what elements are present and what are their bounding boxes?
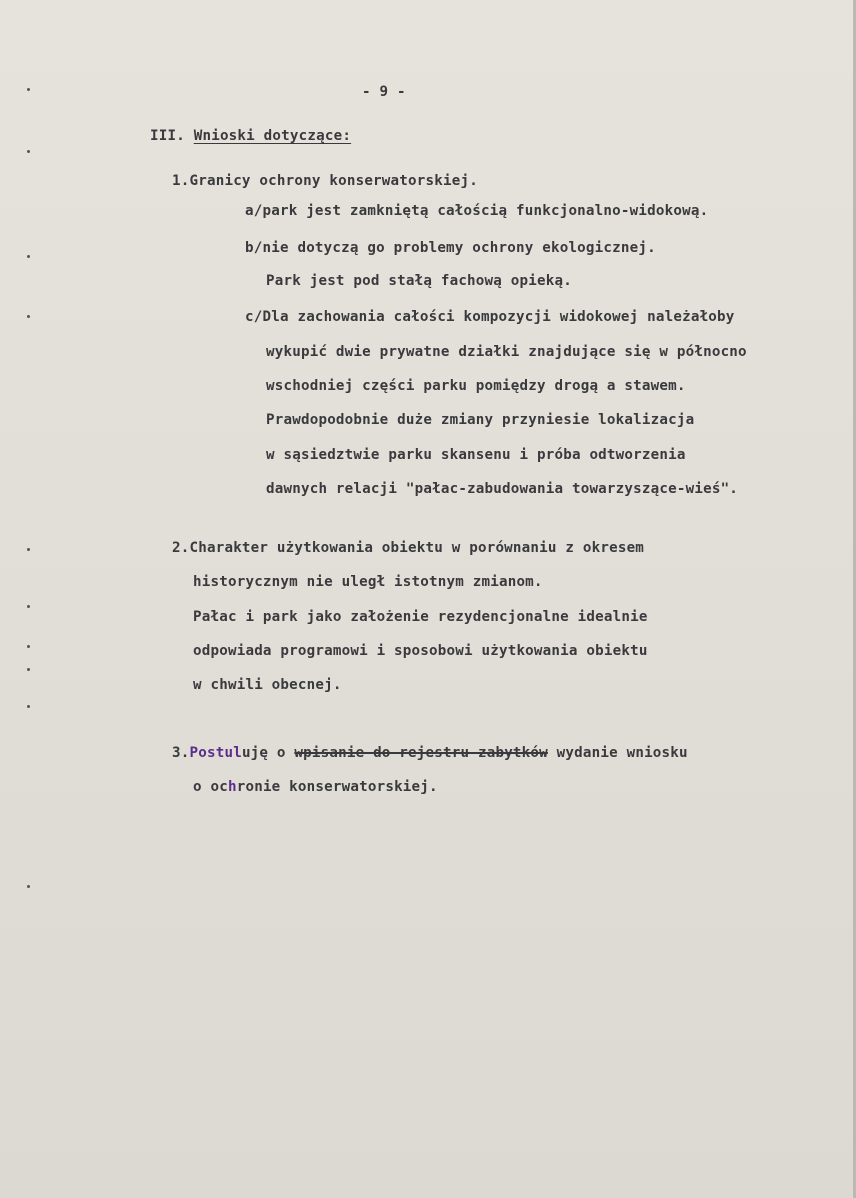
text-line: c/Dla zachowania całości kompozycji widokowej należałoby [245, 309, 735, 325]
text-line: wykupić dwie prywatne działki znajdujące się w północno [266, 344, 747, 360]
margin-mark [27, 668, 30, 671]
margin-mark [27, 885, 30, 888]
heading-title: Wnioski dotyczące: [193, 128, 352, 144]
section3-line2: o ochronie konserwatorskiej. [193, 779, 438, 795]
handwritten-correction: h [227, 779, 237, 795]
text-line: Pałac i park jako założenie rezydencjonalne idealnie [193, 609, 648, 625]
heading-number: III. [150, 128, 185, 144]
margin-mark [27, 548, 30, 551]
section3-line1: 3.Postuluję o wpisanie do rejestru zabytków wydanie wniosku [172, 745, 688, 761]
text-line: dawnych relacji "pałac-zabudowania towarzyszące-wieś". [266, 481, 739, 497]
margin-mark [27, 605, 30, 608]
text-line: historycznym nie uległ istotnym zmianom. [193, 574, 543, 590]
margin-mark [27, 255, 30, 258]
section-heading [150, 128, 351, 144]
margin-mark [27, 315, 30, 318]
text-line: 2.Charakter użytkowania obiektu w porównaniu z okresem [172, 540, 645, 556]
margin-mark [27, 88, 30, 91]
handwritten-correction: Postul [189, 745, 242, 761]
struck-out-text: wpisanie do rejestru zabytków [294, 745, 548, 761]
text-line: b/nie dotyczą go problemy ochrony ekologicznej. [245, 240, 656, 256]
text-line: Park jest pod stałą fachową opieką. [266, 273, 572, 289]
text-line: w chwili obecnej. [193, 677, 342, 693]
text-line: wschodniej części parku pomiędzy drogą a stawem. [266, 378, 686, 394]
page-number: - 9 - [362, 84, 406, 100]
margin-mark [27, 705, 30, 708]
margin-mark [27, 645, 30, 648]
text-line: a/park jest zamkniętą całością funkcjonalno-widokową. [245, 203, 709, 219]
text-line: Prawdopodobnie duże zmiany przyniesie lokalizacja [266, 412, 695, 428]
section1-title: 1.Granicy ochrony konserwatorskiej. [172, 173, 478, 189]
text-line: odpowiada programowi i sposobowi użytkowania obiektu [193, 643, 648, 659]
margin-mark [27, 150, 30, 153]
text-line: w sąsiedztwie parku skansenu i próba odtworzenia [266, 447, 686, 463]
